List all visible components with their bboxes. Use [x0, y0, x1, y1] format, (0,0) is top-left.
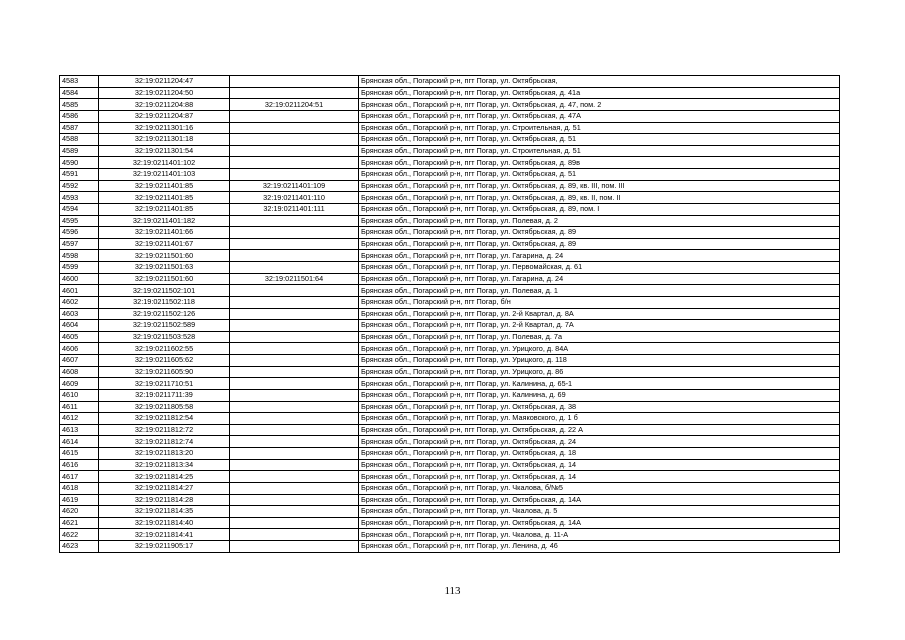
- cadastral-number-cell: 32:19:0211812:72: [99, 424, 230, 436]
- cadastral-number-cell: 32:19:0211814:25: [99, 471, 230, 483]
- row-number-cell: 4608: [60, 366, 99, 378]
- cadastral-number-cell: 32:19:0211503:528: [99, 331, 230, 343]
- address-cell: Брянская обл., Погарский р-н, пгт Погар, ул. Гагарина, д. 24: [359, 273, 840, 285]
- address-cell: Брянская обл., Погарский р-н, пгт Погар, ул. Калинина, д. 69: [359, 389, 840, 401]
- table-row: [60, 203, 840, 215]
- cadastral-number-cell: 32:19:0211805:58: [99, 401, 230, 413]
- row-number-cell: 4617: [60, 471, 99, 483]
- row-number-cell: 4618: [60, 482, 99, 494]
- linked-cadastral-number-cell: [230, 87, 359, 99]
- table-row: [60, 110, 840, 122]
- row-number-cell: 4605: [60, 331, 99, 343]
- linked-cadastral-number-cell: [230, 238, 359, 250]
- linked-cadastral-number-cell: [230, 157, 359, 169]
- cadastral-number-cell: 32:19:0211812:74: [99, 436, 230, 448]
- address-cell: Брянская обл., Погарский р-н, пгт Погар, ул. Гагарина, д. 24: [359, 250, 840, 262]
- linked-cadastral-number-cell: [230, 436, 359, 448]
- address-cell: Брянская обл., Погарский р-н, пгт Погар, ул. Полевая, д. 2: [359, 215, 840, 227]
- address-cell: Брянская обл., Погарский р-н, пгт Погар, б/н: [359, 296, 840, 308]
- row-number-cell: 4584: [60, 87, 99, 99]
- cadastral-number-cell: 32:19:0211814:35: [99, 506, 230, 518]
- table-row: [60, 413, 840, 425]
- table-row: [60, 459, 840, 471]
- address-cell: Брянская обл., Погарский р-н, пгт Погар, ул. 2-й Квартал, д. 7А: [359, 320, 840, 332]
- cadastral-number-cell: 32:19:0211502:589: [99, 320, 230, 332]
- cadastral-number-cell: 32:19:0211710:51: [99, 378, 230, 390]
- cadastral-number-cell: 32:19:0211401:85: [99, 192, 230, 204]
- register-table-body: [60, 76, 840, 553]
- address-cell: Брянская обл., Погарский р-н, пгт Погар, ул. Строительная, д. 51: [359, 122, 840, 134]
- row-number-cell: 4588: [60, 134, 99, 146]
- linked-cadastral-number-cell: 32:19:0211501:64: [230, 273, 359, 285]
- address-cell: Брянская обл., Погарский р-н, пгт Погар, ул. Октябрьская, д. 89, пом. I: [359, 203, 840, 215]
- row-number-cell: 4602: [60, 296, 99, 308]
- row-number-cell: 4611: [60, 401, 99, 413]
- table-row: [60, 215, 840, 227]
- linked-cadastral-number-cell: 32:19:0211401:111: [230, 203, 359, 215]
- table-row: [60, 296, 840, 308]
- linked-cadastral-number-cell: [230, 482, 359, 494]
- address-cell: Брянская обл., Погарский р-н, пгт Погар, ул. Чкалова, д. 11-А: [359, 529, 840, 541]
- linked-cadastral-number-cell: [230, 389, 359, 401]
- linked-cadastral-number-cell: [230, 366, 359, 378]
- table-row: [60, 273, 840, 285]
- row-number-cell: 4623: [60, 541, 99, 553]
- table-row: [60, 471, 840, 483]
- row-number-cell: 4585: [60, 99, 99, 111]
- address-cell: Брянская обл., Погарский р-н, пгт Погар, ул. Октябрьская, д. 41а: [359, 87, 840, 99]
- row-number-cell: 4589: [60, 145, 99, 157]
- table-row: [60, 541, 840, 553]
- cadastral-number-cell: 32:19:0211814:27: [99, 482, 230, 494]
- linked-cadastral-number-cell: [230, 169, 359, 181]
- table-row: [60, 366, 840, 378]
- linked-cadastral-number-cell: [230, 122, 359, 134]
- table-row: [60, 482, 840, 494]
- cadastral-number-cell: 32:19:0211401:103: [99, 169, 230, 181]
- table-row: [60, 355, 840, 367]
- cadastral-number-cell: 32:19:0211905:17: [99, 541, 230, 553]
- address-cell: Брянская обл., Погарский р-н, пгт Погар, ул. Октябрьская, д. 18: [359, 448, 840, 460]
- linked-cadastral-number-cell: [230, 145, 359, 157]
- row-number-cell: 4583: [60, 76, 99, 88]
- table-row: [60, 122, 840, 134]
- address-cell: Брянская обл., Погарский р-н, пгт Погар, ул. Октябрьская, д. 14А: [359, 494, 840, 506]
- table-row: [60, 448, 840, 460]
- row-number-cell: 4587: [60, 122, 99, 134]
- cadastral-number-cell: 32:19:0211204:88: [99, 99, 230, 111]
- linked-cadastral-number-cell: [230, 471, 359, 483]
- table-row: [60, 285, 840, 297]
- table-row: [60, 227, 840, 239]
- table-row: [60, 99, 840, 111]
- cadastral-number-cell: 32:19:0211602:55: [99, 343, 230, 355]
- table-row: [60, 343, 840, 355]
- cadastral-number-cell: 32:19:0211204:87: [99, 110, 230, 122]
- page-number: 113: [444, 585, 461, 597]
- address-cell: Брянская обл., Погарский р-н, пгт Погар, ул. Октябрьская, д. 22 А: [359, 424, 840, 436]
- linked-cadastral-number-cell: [230, 424, 359, 436]
- address-cell: Брянская обл., Погарский р-н, пгт Погар, ул. Октябрьская, д. 89в: [359, 157, 840, 169]
- linked-cadastral-number-cell: [230, 250, 359, 262]
- address-cell: Брянская обл., Погарский р-н, пгт Погар, ул. 2-й Квартал, д. 8А: [359, 308, 840, 320]
- address-cell: Брянская обл., Погарский р-н, пгт Погар, ул. Октябрьская, д. 89: [359, 238, 840, 250]
- cadastral-number-cell: 32:19:0211204:50: [99, 87, 230, 99]
- address-cell: Брянская обл., Погарский р-н, пгт Погар, ул. Строительная, д. 51: [359, 145, 840, 157]
- address-cell: Брянская обл., Погарский р-н, пгт Погар, ул. Маяковского, д. 1 б: [359, 413, 840, 425]
- linked-cadastral-number-cell: [230, 355, 359, 367]
- cadastral-number-cell: 32:19:0211401:85: [99, 203, 230, 215]
- row-number-cell: 4596: [60, 227, 99, 239]
- row-number-cell: 4591: [60, 169, 99, 181]
- row-number-cell: 4613: [60, 424, 99, 436]
- linked-cadastral-number-cell: [230, 76, 359, 88]
- cadastral-number-cell: 32:19:0211711:39: [99, 389, 230, 401]
- row-number-cell: 4603: [60, 308, 99, 320]
- cadastral-number-cell: 32:19:0211401:102: [99, 157, 230, 169]
- linked-cadastral-number-cell: [230, 448, 359, 460]
- row-number-cell: 4614: [60, 436, 99, 448]
- cadastral-number-cell: 32:19:0211301:16: [99, 122, 230, 134]
- linked-cadastral-number-cell: [230, 215, 359, 227]
- row-number-cell: 4597: [60, 238, 99, 250]
- table-row: [60, 250, 840, 262]
- cadastral-number-cell: 32:19:0211401:67: [99, 238, 230, 250]
- table-row: [60, 401, 840, 413]
- row-number-cell: 4601: [60, 285, 99, 297]
- row-number-cell: 4622: [60, 529, 99, 541]
- address-cell: Брянская обл., Погарский р-н, пгт Погар, ул. Октябрьская, д. 89, кв. III, пом. III: [359, 180, 840, 192]
- row-number-cell: 4609: [60, 378, 99, 390]
- row-number-cell: 4586: [60, 110, 99, 122]
- row-number-cell: 4619: [60, 494, 99, 506]
- cadastral-number-cell: 32:19:0211401:66: [99, 227, 230, 239]
- address-cell: Брянская обл., Погарский р-н, пгт Погар, ул. Чкалова, б/№5: [359, 482, 840, 494]
- row-number-cell: 4592: [60, 180, 99, 192]
- table-row: [60, 169, 840, 181]
- cadastral-number-cell: 32:19:0211813:20: [99, 448, 230, 460]
- table-row: [60, 134, 840, 146]
- linked-cadastral-number-cell: [230, 110, 359, 122]
- address-cell: Брянская обл., Погарский р-н, пгт Погар, ул. Октябрьская, д. 51: [359, 134, 840, 146]
- table-row: [60, 529, 840, 541]
- row-number-cell: 4615: [60, 448, 99, 460]
- linked-cadastral-number-cell: [230, 529, 359, 541]
- row-number-cell: 4621: [60, 517, 99, 529]
- address-cell: Брянская обл., Погарский р-н, пгт Погар, ул. Октябрьская, д. 38: [359, 401, 840, 413]
- linked-cadastral-number-cell: [230, 401, 359, 413]
- address-cell: Брянская обл., Погарский р-н, пгт Погар, ул. Октябрьская, д. 14: [359, 471, 840, 483]
- linked-cadastral-number-cell: [230, 227, 359, 239]
- linked-cadastral-number-cell: [230, 378, 359, 390]
- cadastral-number-cell: 32:19:0211502:118: [99, 296, 230, 308]
- address-cell: Брянская обл., Погарский р-н, пгт Погар, ул. Чкалова, д. 5: [359, 506, 840, 518]
- linked-cadastral-number-cell: 32:19:0211401:109: [230, 180, 359, 192]
- row-number-cell: 4590: [60, 157, 99, 169]
- cadastral-number-cell: 32:19:0211501:63: [99, 262, 230, 274]
- address-cell: Брянская обл., Погарский р-н, пгт Погар, ул. Ленина, д. 46: [359, 541, 840, 553]
- linked-cadastral-number-cell: [230, 262, 359, 274]
- table-row: [60, 378, 840, 390]
- table-row: [60, 389, 840, 401]
- table-row: [60, 145, 840, 157]
- table-row: [60, 424, 840, 436]
- address-cell: Брянская обл., Погарский р-н, пгт Погар, ул. Первомайская, д. 61: [359, 262, 840, 274]
- address-cell: Брянская обл., Погарский р-н, пгт Погар, ул. Октябрьская, д. 89, кв. II, пом. II: [359, 192, 840, 204]
- cadastral-number-cell: 32:19:0211501:60: [99, 273, 230, 285]
- address-cell: Брянская обл., Погарский р-н, пгт Погар, ул. Октябрьская, д. 47, пом. 2: [359, 99, 840, 111]
- row-number-cell: 4607: [60, 355, 99, 367]
- linked-cadastral-number-cell: [230, 320, 359, 332]
- row-number-cell: 4620: [60, 506, 99, 518]
- linked-cadastral-number-cell: 32:19:0211204:51: [230, 99, 359, 111]
- address-cell: Брянская обл., Погарский р-н, пгт Погар, ул. Октябрьская, д. 14А: [359, 517, 840, 529]
- cadastral-number-cell: 32:19:0211605:90: [99, 366, 230, 378]
- table-row: [60, 192, 840, 204]
- table-row: [60, 308, 840, 320]
- table-row: [60, 238, 840, 250]
- address-cell: Брянская обл., Погарский р-н, пгт Погар, ул. Октябрьская, д. 51: [359, 169, 840, 181]
- address-cell: Брянская обл., Погарский р-н, пгт Погар, ул. Урицкого, д. 86: [359, 366, 840, 378]
- linked-cadastral-number-cell: [230, 296, 359, 308]
- linked-cadastral-number-cell: [230, 541, 359, 553]
- table-row: [60, 157, 840, 169]
- address-cell: Брянская обл., Погарский р-н, пгт Погар, ул. Октябрьская, д. 89: [359, 227, 840, 239]
- cadastral-number-cell: 32:19:0211204:47: [99, 76, 230, 88]
- cadastral-number-cell: 32:19:0211501:60: [99, 250, 230, 262]
- cadastral-number-cell: 32:19:0211605:62: [99, 355, 230, 367]
- address-cell: Брянская обл., Погарский р-н, пгт Погар, ул. Урицкого, д. 118: [359, 355, 840, 367]
- linked-cadastral-number-cell: [230, 413, 359, 425]
- table-row: [60, 262, 840, 274]
- linked-cadastral-number-cell: [230, 285, 359, 297]
- address-cell: Брянская обл., Погарский р-н, пгт Погар, ул. Октябрьская,: [359, 76, 840, 88]
- table-row: [60, 320, 840, 332]
- cadastral-number-cell: 32:19:0211814:40: [99, 517, 230, 529]
- row-number-cell: 4616: [60, 459, 99, 471]
- row-number-cell: 4598: [60, 250, 99, 262]
- row-number-cell: 4595: [60, 215, 99, 227]
- linked-cadastral-number-cell: [230, 308, 359, 320]
- cadastral-number-cell: 32:19:0211814:28: [99, 494, 230, 506]
- cadastral-number-cell: 32:19:0211813:34: [99, 459, 230, 471]
- address-cell: Брянская обл., Погарский р-н, пгт Погар, ул. Урицкого, д. 84А: [359, 343, 840, 355]
- linked-cadastral-number-cell: [230, 331, 359, 343]
- row-number-cell: 4612: [60, 413, 99, 425]
- table-row: [60, 331, 840, 343]
- cadastral-number-cell: 32:19:0211401:85: [99, 180, 230, 192]
- table-row: [60, 517, 840, 529]
- address-cell: Брянская обл., Погарский р-н, пгт Погар, ул. Октябрьская, д. 14: [359, 459, 840, 471]
- table-row: [60, 494, 840, 506]
- address-cell: Брянская обл., Погарский р-н, пгт Погар, ул. Октябрьская, д. 24: [359, 436, 840, 448]
- linked-cadastral-number-cell: [230, 517, 359, 529]
- table-row: [60, 436, 840, 448]
- cadastral-number-cell: 32:19:0211814:41: [99, 529, 230, 541]
- linked-cadastral-number-cell: [230, 459, 359, 471]
- linked-cadastral-number-cell: 32:19:0211401:110: [230, 192, 359, 204]
- row-number-cell: 4599: [60, 262, 99, 274]
- linked-cadastral-number-cell: [230, 343, 359, 355]
- address-cell: Брянская обл., Погарский р-н, пгт Погар, ул. Полевая, д. 1: [359, 285, 840, 297]
- cadastral-number-cell: 32:19:0211301:18: [99, 134, 230, 146]
- cadastral-register-table: [59, 75, 840, 553]
- row-number-cell: 4604: [60, 320, 99, 332]
- cadastral-number-cell: 32:19:0211502:126: [99, 308, 230, 320]
- cadastral-number-cell: 32:19:0211401:182: [99, 215, 230, 227]
- table-row: [60, 506, 840, 518]
- cadastral-number-cell: 32:19:0211812:54: [99, 413, 230, 425]
- row-number-cell: 4610: [60, 389, 99, 401]
- linked-cadastral-number-cell: [230, 494, 359, 506]
- row-number-cell: 4594: [60, 203, 99, 215]
- linked-cadastral-number-cell: [230, 506, 359, 518]
- table-row: [60, 180, 840, 192]
- cadastral-number-cell: 32:19:0211301:54: [99, 145, 230, 157]
- row-number-cell: 4606: [60, 343, 99, 355]
- address-cell: Брянская обл., Погарский р-н, пгт Погар, ул. Калинина, д. 65-1: [359, 378, 840, 390]
- table-row: [60, 87, 840, 99]
- address-cell: Брянская обл., Погарский р-н, пгт Погар, ул. Октябрьская, д. 47А: [359, 110, 840, 122]
- row-number-cell: 4600: [60, 273, 99, 285]
- table-row: [60, 76, 840, 88]
- address-cell: Брянская обл., Погарский р-н, пгт Погар, ул. Полевая, д. 7а: [359, 331, 840, 343]
- row-number-cell: 4593: [60, 192, 99, 204]
- cadastral-number-cell: 32:19:0211502:101: [99, 285, 230, 297]
- linked-cadastral-number-cell: [230, 134, 359, 146]
